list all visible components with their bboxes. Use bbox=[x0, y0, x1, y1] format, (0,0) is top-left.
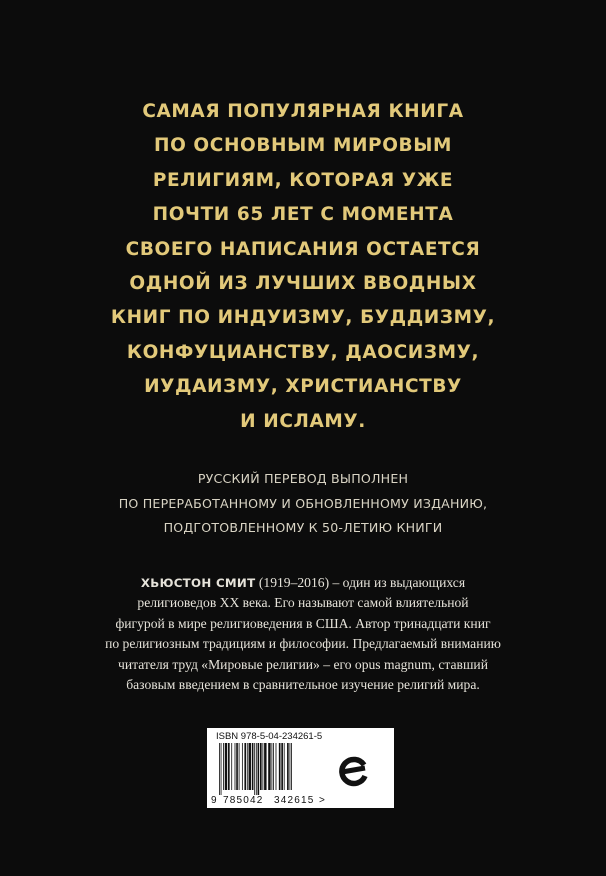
barcode-bar bbox=[247, 743, 248, 790]
author-bio-line: читателя труд «Мировые религии» – его opus magnum, ставший bbox=[118, 656, 488, 672]
barcode-bar bbox=[221, 743, 222, 795]
barcode-bar bbox=[236, 743, 238, 790]
barcode-bar bbox=[244, 743, 246, 790]
barcode-bar bbox=[219, 743, 220, 795]
author-bio-text: (1919–2016) – один из выдающихся bbox=[255, 575, 466, 590]
barcode-bar bbox=[249, 743, 251, 790]
translation-note-line: ПО ПЕРЕРАБОТАННОМУ И ОБНОВЛЕННОМУ ИЗДАНИЮ, bbox=[118, 495, 488, 511]
author-bio-line: по религиозным традициям и философии. Предлагаемый вниманию bbox=[105, 636, 501, 652]
barcode-bars bbox=[219, 743, 292, 795]
barcode-bar bbox=[258, 743, 260, 795]
author-bio bbox=[0, 573, 606, 695]
barcode-bar bbox=[290, 743, 291, 790]
barcode-bar bbox=[271, 743, 272, 790]
barcode-bar bbox=[235, 743, 236, 790]
headline-line: РЕЛИГИЯМ, КОТОРАЯ УЖЕ bbox=[152, 169, 454, 191]
barcode-bar bbox=[228, 743, 230, 790]
barcode-bar bbox=[260, 743, 262, 790]
barcode-bar bbox=[252, 743, 254, 790]
barcode-bar bbox=[268, 743, 270, 790]
translation-note-line: ПОДГОТОВЛЕННОМУ К 50-ЛЕТИЮ КНИГИ bbox=[163, 520, 443, 535]
barcode-bar bbox=[287, 743, 289, 790]
barcode-bar bbox=[291, 743, 292, 790]
isbn-label: ISBN 978-5-04-234261-5 bbox=[216, 731, 323, 742]
barcode-bar bbox=[242, 743, 243, 790]
barcode-quiet-arrow: > bbox=[319, 795, 325, 806]
headline-line: СВОЕГО НАПИСАНИЯ ОСТАЕТСЯ bbox=[125, 238, 481, 260]
author-bio-line: фигурой в мире религиоведения в США. Автор тринадцати книг bbox=[115, 615, 491, 631]
headline-line: КОНФУЦИАНСТВУ, ДАОСИЗМУ, bbox=[126, 341, 480, 363]
barcode-bar bbox=[231, 743, 232, 790]
barcode-bar bbox=[223, 743, 224, 790]
barcode-lead-digit: 9 bbox=[211, 795, 217, 806]
author-bio-first-line bbox=[0, 573, 606, 593]
barcode-bar bbox=[239, 743, 240, 790]
author-name: ХЬЮСТОН СМИТ bbox=[140, 576, 256, 590]
barcode-bar bbox=[264, 743, 266, 790]
headline bbox=[0, 95, 606, 439]
barcode-right-digits: 342615 bbox=[274, 795, 315, 806]
barcode-bar bbox=[225, 743, 227, 790]
barcode-bar bbox=[281, 743, 283, 790]
headline-line: И ИСЛАМУ. bbox=[240, 410, 366, 432]
translation-note-line: РУССКИЙ ПЕРЕВОД ВЫПОЛНЕН bbox=[197, 471, 409, 486]
headline-line: ПОЧТИ 65 ЛЕТ С МОМЕНТА bbox=[152, 204, 454, 226]
author-bio-line: религиоведов XX века. Его называют самой влиятельной bbox=[137, 595, 469, 611]
barcode-bar bbox=[262, 743, 263, 790]
barcode-left-digits: 785042 bbox=[223, 795, 264, 806]
headline-line: КНИГ ПО ИНДУИЗМУ, БУДДИЗМУ, bbox=[110, 307, 496, 329]
barcode-bar bbox=[276, 743, 277, 790]
headline-line: ИУДАИЗМУ, ХРИСТИАНСТВУ bbox=[144, 376, 462, 398]
translation-note bbox=[0, 467, 606, 541]
headline-line: ОДНОЙ ИЗ ЛУЧШИХ ВВОДНЫХ bbox=[129, 273, 477, 295]
barcode-bar bbox=[273, 743, 274, 790]
barcode-bar bbox=[279, 743, 281, 790]
eksmo-logo-icon bbox=[330, 748, 376, 794]
headline-line: ПО ОСНОВНЫМ МИРОВЫМ bbox=[153, 135, 453, 157]
author-bio-line: базовым введением в сравнительное изучение религий мира. bbox=[126, 677, 480, 693]
barcode-bar bbox=[256, 743, 257, 795]
barcode-bar bbox=[284, 743, 285, 790]
headline-line: САМАЯ ПОПУЛЯРНАЯ КНИГА bbox=[142, 101, 464, 122]
barcode-bar bbox=[254, 743, 255, 795]
